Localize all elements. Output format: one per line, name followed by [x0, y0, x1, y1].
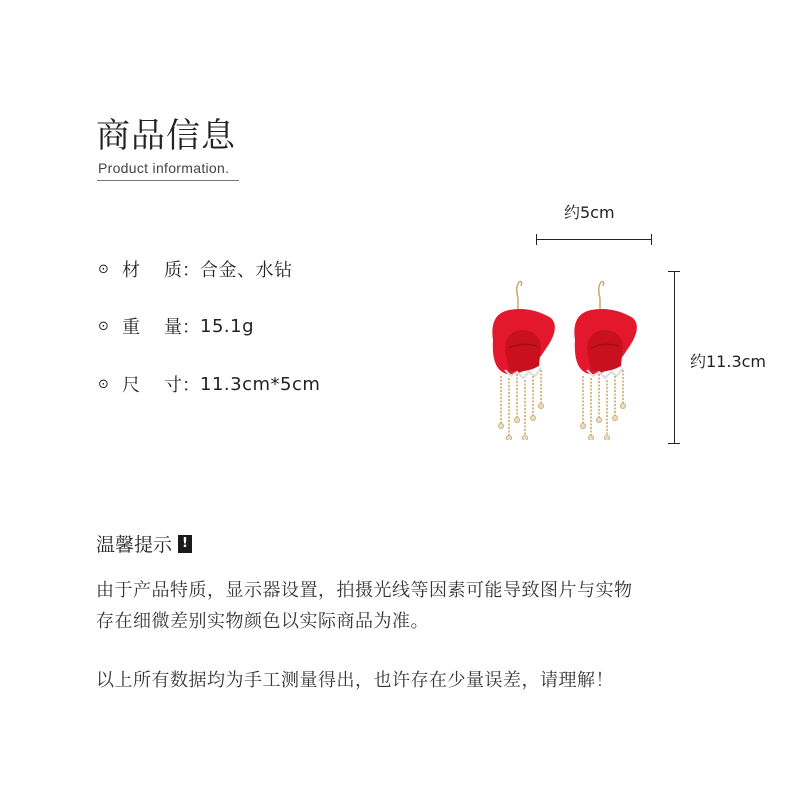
tassel-chains — [498, 370, 625, 440]
page-title: 商品信息 — [96, 116, 236, 156]
tassel-bead — [522, 435, 527, 440]
tassel-bead — [538, 403, 543, 408]
spec-label: 重 量： — [122, 317, 200, 338]
spec-label: 材 质： — [122, 260, 200, 281]
bullet-icon: ⊙ — [98, 318, 109, 334]
notice-title: 温馨提示 ! — [96, 530, 192, 557]
earring-right — [574, 282, 637, 379]
bullet-icon: ⊙ — [98, 376, 109, 392]
spec-size — [98, 371, 320, 397]
width-tick-left — [536, 234, 537, 245]
bullet-icon: ⊙ — [98, 261, 109, 277]
notice-line-1: 由于产品特质，显示器设置，拍摄光线等因素可能导致图片与实物 — [96, 580, 633, 601]
tassel-bead — [506, 435, 511, 440]
width-tick-right — [651, 234, 652, 245]
height-tick-top — [668, 271, 680, 272]
subtitle-underline — [97, 180, 239, 181]
tassel-bead — [604, 435, 609, 440]
notice-line-2: 存在细微差别实物颜色以实际商品为准。 — [96, 611, 429, 632]
red-cowboy-hat-earrings-image — [485, 280, 655, 440]
tassel-bead — [596, 417, 601, 422]
page-subtitle: Product information. — [98, 160, 230, 176]
spec-material — [98, 256, 293, 282]
width-line — [536, 239, 652, 240]
spec-label: 尺 寸： — [122, 375, 200, 396]
tassel-bead — [588, 435, 593, 440]
spec-weight — [98, 313, 254, 339]
tassel-bead — [498, 423, 503, 428]
height-label: 约11.3cm — [690, 352, 767, 371]
width-label: 约5cm — [564, 203, 615, 222]
tassel-bead — [514, 417, 519, 422]
height-line — [674, 271, 675, 443]
spec-value: 合金、水钻 — [200, 260, 293, 281]
tassel-bead — [620, 403, 625, 408]
notice-line-3: 以上所有数据均为手工测量得出，也许存在少量误差，请理解！ — [96, 670, 614, 691]
height-tick-bottom — [668, 443, 680, 444]
earring-left — [492, 282, 555, 379]
spec-value: 15.1g — [200, 315, 255, 337]
tassel-bead — [612, 415, 617, 420]
tassel-bead — [530, 415, 535, 420]
exclamation-icon: ! — [178, 535, 192, 553]
tassel-bead — [580, 423, 585, 428]
spec-value: 11.3cm*5cm — [200, 373, 321, 395]
